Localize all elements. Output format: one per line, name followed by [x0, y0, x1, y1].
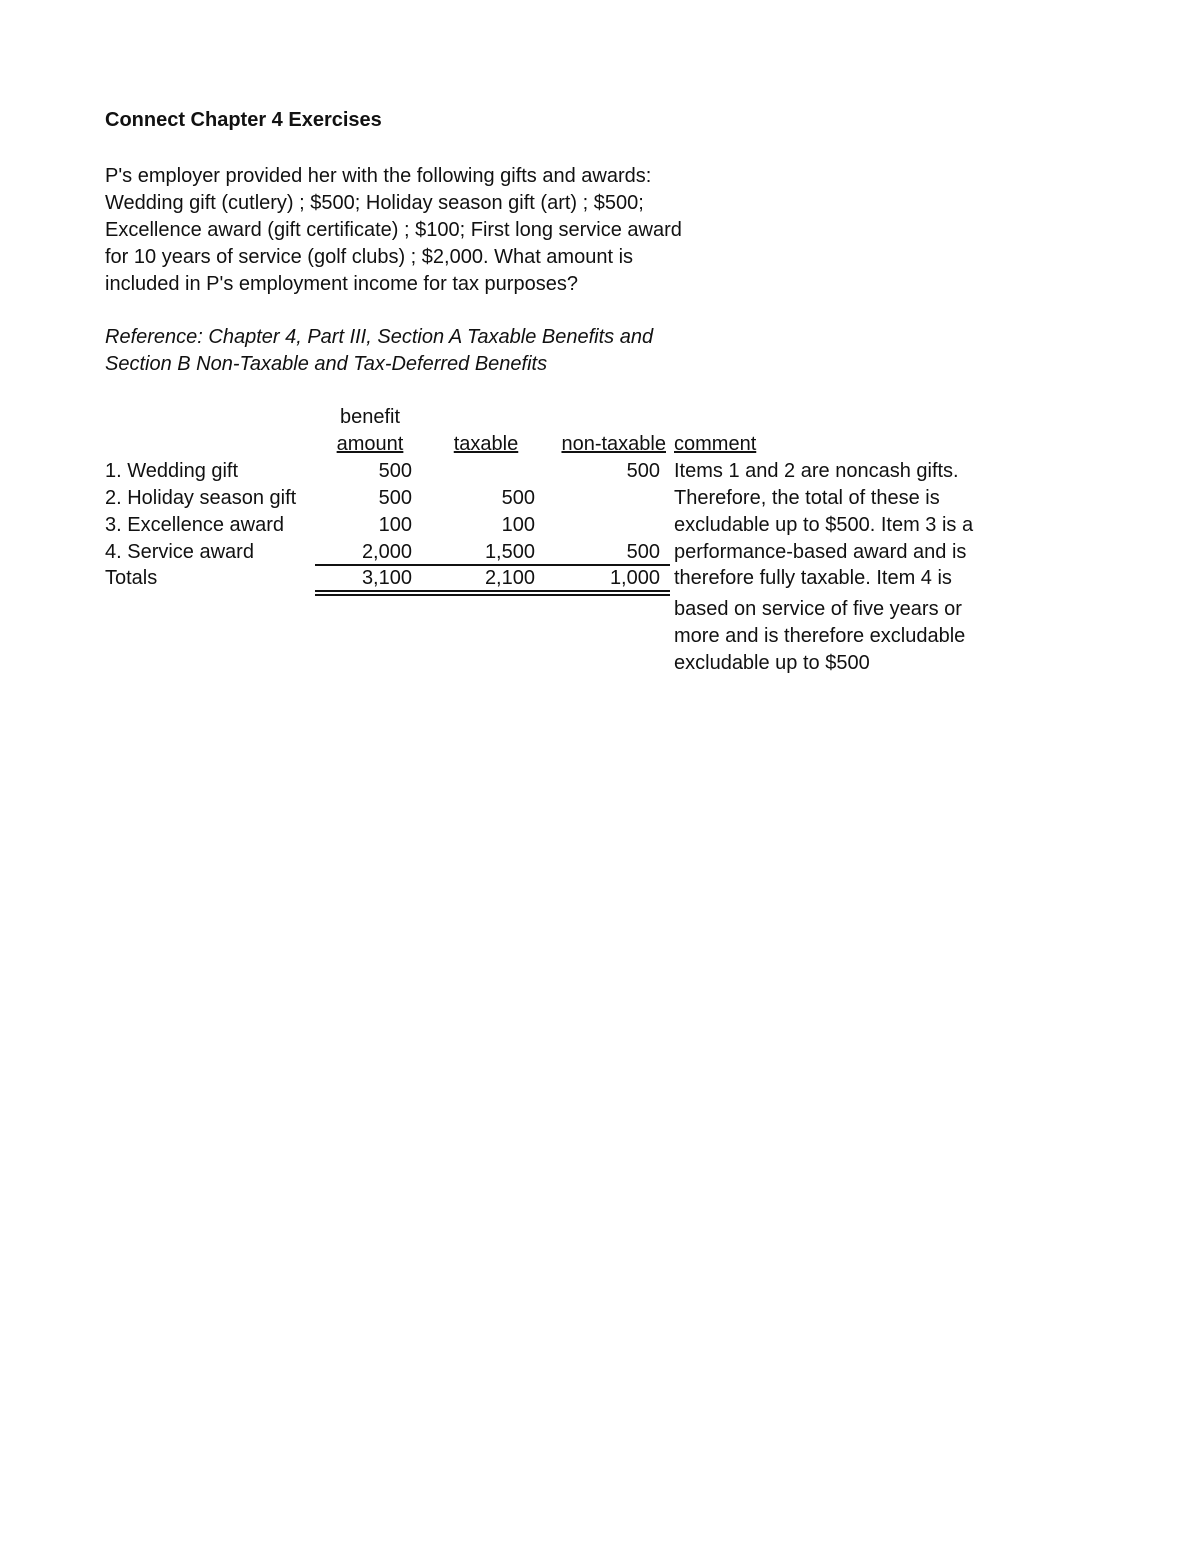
row-non-taxable: 500: [626, 541, 660, 563]
header-benefit-line1: benefit: [339, 406, 401, 428]
comment-line: excludable up to $500. Item 3 is a: [674, 514, 974, 536]
totals-non-taxable: 1,000: [609, 567, 660, 589]
row-non-taxable: 500: [626, 460, 660, 482]
row-label: 2. Holiday season gift: [105, 487, 297, 509]
totals-taxable: 2,100: [484, 567, 535, 589]
row-label: 4. Service award: [105, 541, 254, 563]
row-benefit: 100: [378, 514, 412, 536]
row-taxable: 100: [501, 514, 535, 536]
question-line: included in P's employment income for tax purposes?: [105, 273, 578, 295]
totals-benefit: 3,100: [361, 567, 412, 589]
document-title: Connect Chapter 4 Exercises: [105, 109, 382, 131]
comment-line: more and is therefore excludable: [674, 625, 966, 647]
row-benefit: 2,000: [361, 541, 412, 563]
question-line: P's employer provided her with the following gifts and awards:: [105, 165, 652, 187]
header-taxable: taxable: [453, 433, 519, 455]
reference-line: Section B Non-Taxable and Tax-Deferred Benefits: [105, 353, 548, 375]
row-label: 3. Excellence award: [105, 514, 284, 536]
row-taxable: 1,500: [484, 541, 535, 563]
total-double-rule-bottom: [315, 594, 670, 596]
row-label: 1. Wedding gift: [105, 460, 239, 482]
question-line: Wedding gift (cutlery) ; $500; Holiday season gift (art) ; $500;: [105, 192, 644, 214]
question-line: for 10 years of service (golf clubs) ; $2,000. What amount is: [105, 246, 634, 268]
comment-line: Items 1 and 2 are noncash gifts.: [674, 460, 959, 482]
comment-line: excludable up to $500: [674, 652, 870, 674]
header-benefit-line2: amount: [336, 433, 404, 455]
reference-line: Reference: Chapter 4, Part III, Section A Taxable Benefits and: [105, 326, 654, 348]
comment-line: Therefore, the total of these is: [674, 487, 940, 509]
header-non-taxable: non-taxable: [561, 433, 666, 455]
comment-line: performance-based award and is: [674, 541, 967, 563]
totals-label: Totals: [105, 567, 158, 589]
question-line: Excellence award (gift certificate) ; $100; First long service award: [105, 219, 682, 241]
row-benefit: 500: [378, 460, 412, 482]
total-double-rule-top: [315, 590, 670, 592]
row-taxable: 500: [501, 487, 535, 509]
comment-line: based on service of five years or: [674, 598, 962, 620]
comment-line: therefore fully taxable. Item 4 is: [674, 567, 952, 589]
row-benefit: 500: [378, 487, 412, 509]
header-comment: comment: [674, 433, 757, 455]
